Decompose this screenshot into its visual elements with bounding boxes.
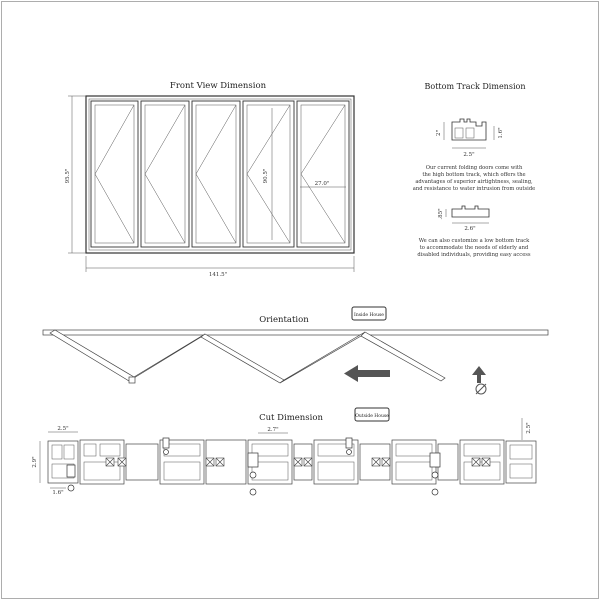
cut-dimension-section bbox=[32, 408, 536, 496]
slide-direction-arrow bbox=[344, 365, 390, 382]
cut-mid-width: 2.7" bbox=[267, 427, 279, 433]
hinge-pin bbox=[250, 489, 256, 495]
pivot-arrow-shaft bbox=[477, 374, 481, 383]
hinge bbox=[67, 465, 75, 477]
door-frame-inner bbox=[89, 99, 351, 250]
hinge-pin bbox=[432, 489, 438, 495]
note-line: and resistance to water intrusion from outside bbox=[412, 186, 536, 192]
door-panel bbox=[141, 101, 189, 247]
frame-profile bbox=[506, 441, 536, 483]
high-track-shape bbox=[452, 119, 486, 140]
panel-width-label: 27.0" bbox=[314, 181, 330, 187]
folded-panel bbox=[201, 334, 284, 383]
arrow-shaft bbox=[356, 370, 390, 377]
high-track-profile bbox=[436, 119, 504, 158]
swing-indicator bbox=[145, 105, 185, 243]
hinge-pin bbox=[432, 472, 438, 478]
bottom-track-title: Bottom Track Dimension bbox=[424, 82, 526, 91]
panel-glass bbox=[196, 105, 236, 243]
top-rail bbox=[43, 330, 548, 335]
orientation-section bbox=[43, 307, 548, 394]
hinge-pin bbox=[347, 450, 352, 455]
low-track-width: 2.6" bbox=[464, 226, 476, 232]
hinge-block bbox=[129, 377, 135, 383]
cut-title: Cut Dimension bbox=[259, 413, 323, 423]
swing-indicator bbox=[301, 105, 345, 243]
low-track-height: .85" bbox=[438, 208, 444, 220]
bottom-track-section bbox=[413, 82, 535, 258]
hinge-pin bbox=[250, 472, 256, 478]
cut-left-height: 2.9" bbox=[32, 456, 38, 468]
panel-glass bbox=[95, 105, 134, 243]
low-track-note bbox=[417, 238, 531, 258]
track-chamber bbox=[466, 128, 474, 138]
folded-panel bbox=[50, 330, 134, 381]
inside-house-badge bbox=[352, 307, 386, 320]
hinge-pin bbox=[164, 450, 169, 455]
swing-indicator bbox=[196, 105, 236, 243]
front-view-title: Front View Dimension bbox=[169, 81, 267, 91]
pivot-arrow-head bbox=[472, 366, 486, 375]
high-track-width: 2.5" bbox=[463, 152, 475, 158]
note-line: disabled individuals, providing easy access bbox=[417, 252, 531, 258]
orientation-title: Orientation bbox=[259, 315, 309, 325]
folded-panel bbox=[129, 334, 205, 381]
hinge bbox=[163, 438, 169, 448]
high-track-side: 1.6" bbox=[498, 127, 504, 139]
height-label: 95.5" bbox=[65, 168, 71, 184]
cut-left-bottom: 1.6" bbox=[52, 490, 64, 496]
door-panel bbox=[192, 101, 240, 247]
hinge bbox=[346, 438, 352, 448]
low-track-shape bbox=[452, 206, 489, 217]
track-chamber bbox=[455, 128, 463, 138]
hinge-pin bbox=[68, 485, 74, 491]
cut-left-width: 2.5" bbox=[57, 426, 69, 432]
door-panel bbox=[297, 101, 349, 247]
hinge bbox=[430, 453, 440, 467]
outside-house-label: Outside House bbox=[355, 414, 389, 419]
note-line: We can also customize a low bottom track bbox=[418, 238, 530, 244]
high-track-height: 2" bbox=[436, 129, 442, 137]
panel-glass bbox=[301, 105, 345, 243]
hinge bbox=[248, 453, 258, 467]
outside-house-badge bbox=[355, 408, 389, 421]
sash-profile bbox=[438, 444, 458, 480]
front-view bbox=[65, 81, 354, 278]
note-line: to accommodate the needs of elderly and bbox=[419, 245, 529, 251]
low-track-profile bbox=[438, 206, 489, 232]
sheet-border bbox=[2, 2, 599, 599]
pivot-arrow-icon bbox=[472, 366, 486, 394]
inner-height-label: 90.5" bbox=[263, 168, 269, 184]
high-track-note bbox=[413, 165, 535, 192]
arrow-head bbox=[344, 365, 358, 382]
door-panels bbox=[91, 101, 349, 247]
width-label: 141.5" bbox=[208, 272, 228, 278]
panel-glass bbox=[145, 105, 185, 243]
note-line: the high bottom track, which offers the bbox=[422, 172, 526, 178]
note-line: advantages of superior airtightness, sealing, bbox=[415, 179, 533, 185]
sash-profile bbox=[126, 444, 158, 480]
swing-indicator bbox=[95, 105, 134, 243]
door-panel bbox=[91, 101, 138, 247]
cut-right-label: 2.5" bbox=[526, 422, 532, 434]
inside-house-label: Inside House bbox=[354, 313, 384, 318]
note-line: Our current folding doors come with bbox=[425, 165, 523, 171]
